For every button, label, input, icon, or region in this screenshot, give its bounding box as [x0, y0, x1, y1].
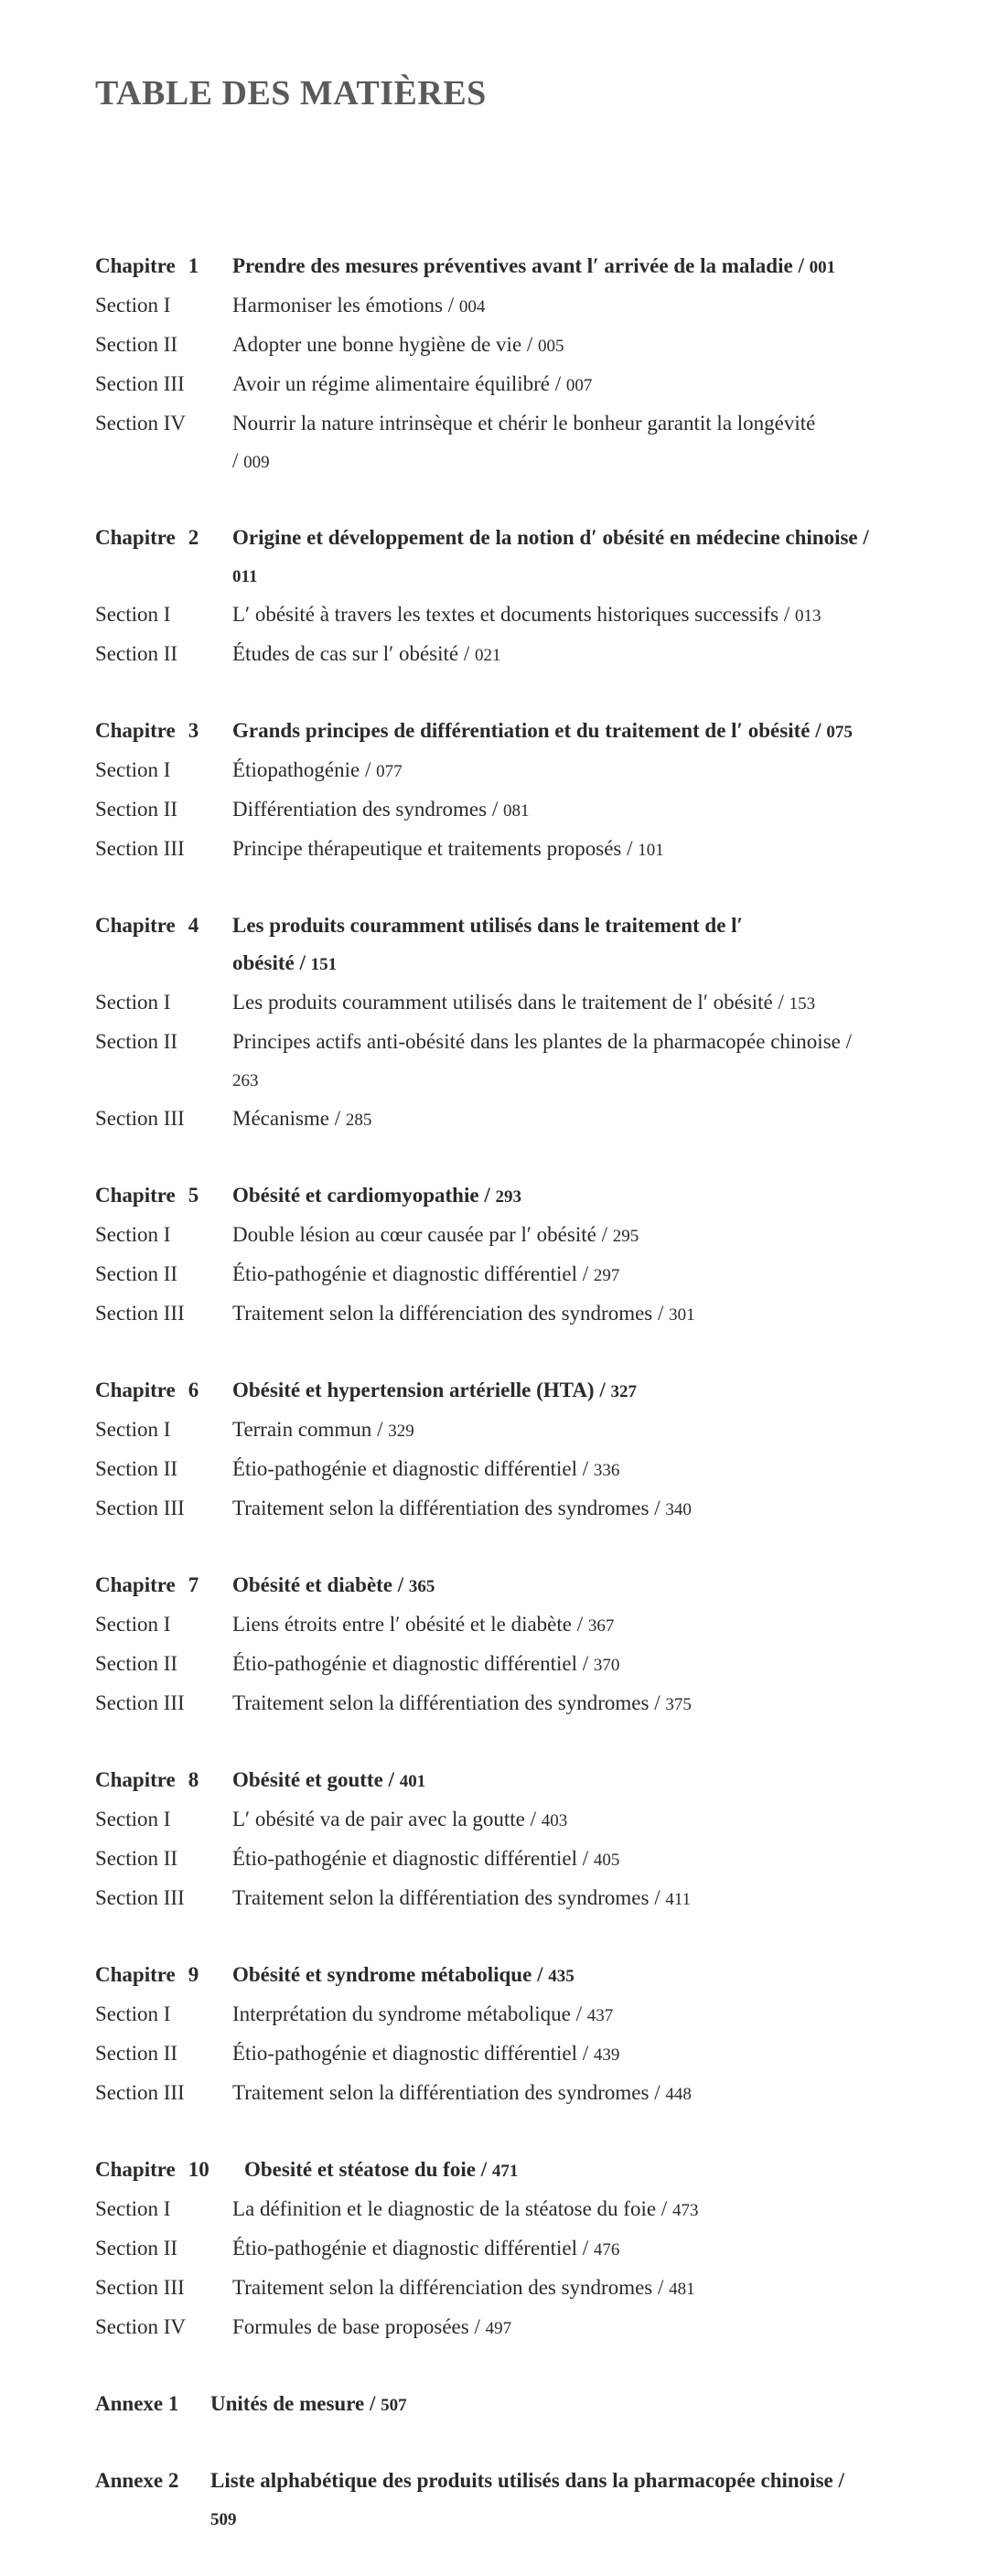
- chapter-title: Obésité et goutte: [232, 1768, 383, 1791]
- section-entry[interactable]: Section IV Nourrir la nature intrinsèque et chérir le bonheur garantit la longévité / 009: [95, 412, 816, 472]
- chapter-group: [95, 712, 955, 869]
- section-entry[interactable]: Section I Les produits couramment utilisés dans le traitement de l′ obésité / 153: [95, 991, 816, 1014]
- chapter-group: [95, 2151, 955, 2347]
- section-entry[interactable]: Section III Traitement selon la différenciation des syndromes / 481: [95, 2276, 695, 2299]
- chapter-entry[interactable]: Chapitre 2 Origine et développement de la notion d′ obésité en médecine chinoise / 011: [95, 526, 869, 586]
- annex-title: Liste alphabétique des produits utilisés dans la pharmacopée chinoise: [210, 2469, 833, 2492]
- page-number: 471: [491, 2162, 519, 2181]
- chapter-entry[interactable]: Chapitre 8 Obésité et goutte / 401: [95, 1768, 426, 1791]
- chapter-group: [95, 519, 955, 674]
- page-number: 509: [210, 2510, 237, 2529]
- chapter-title: Les produits couramment utilisés dans le traitement de l′ obésité: [232, 914, 744, 974]
- page-number: 293: [495, 1187, 521, 1207]
- section-entry[interactable]: Section I Étiopathogénie / 077: [95, 758, 403, 781]
- page-number: 001: [809, 258, 836, 277]
- annex-entry[interactable]: Annexe 2 Liste alphabétique des produits utilisés dans la pharmacopée chinoise / 509: [95, 2469, 844, 2529]
- section-entry[interactable]: Section II Études de cas sur l′ obésité / 021: [95, 642, 501, 665]
- section-entry[interactable]: Section III Avoir un régime alimentaire équilibré / 007: [95, 372, 593, 395]
- page-number: 327: [610, 1382, 637, 1401]
- chapter-entry[interactable]: Chapitre 4 Les produits couramment utilisés dans le traitement de l′ obésité / 151: [95, 914, 744, 974]
- section-entry[interactable]: Section II Étio-pathogénie et diagnostic différentiel / 439: [95, 2042, 620, 2065]
- chapter-title: Obésité et syndrome métabolique: [232, 1963, 532, 1986]
- page-number: 075: [826, 723, 853, 742]
- chapter-title: Obésité et cardiomyopathie: [232, 1184, 479, 1207]
- annex-group: [95, 2385, 955, 2424]
- chapter-title: Grands principes de différentiation et du traitement de l′ obésité: [232, 719, 811, 742]
- section-entry[interactable]: Section II Différentiation des syndromes / 081: [95, 798, 530, 821]
- chapter-entry[interactable]: Chapitre 1 Prendre des mesures préventives avant l′ arrivée de la maladie / 001: [95, 254, 836, 277]
- chapter-group: [95, 1371, 955, 1529]
- page-number: 365: [408, 1577, 435, 1596]
- section-entry[interactable]: Section I L′ obésité va de pair avec la goutte / 403: [95, 1808, 568, 1830]
- section-entry[interactable]: Section III Principe thérapeutique et traitements proposés / 101: [95, 837, 664, 860]
- annex-group: [95, 2462, 955, 2538]
- section-entry[interactable]: Section III Mécanisme / 285: [95, 1107, 372, 1130]
- table-of-contents: [95, 247, 955, 2576]
- section-entry[interactable]: Section III Traitement selon la différenciation des syndromes / 301: [95, 1302, 695, 1325]
- page-number: 507: [381, 2396, 407, 2415]
- section-entry[interactable]: Section II Étio-pathogénie et diagnostic différentiel / 370: [95, 1652, 620, 1675]
- section-entry[interactable]: Section II Adopter une bonne hygiène de vie / 005: [95, 333, 564, 356]
- chapter-group: [95, 247, 955, 481]
- annex-entry[interactable]: Annexe 1 Unités de mesure / 507: [95, 2392, 407, 2415]
- section-entry[interactable]: Section I Liens étroits entre l′ obésité et le diabète / 367: [95, 1613, 615, 1636]
- section-entry[interactable]: Section I Harmoniser les émotions / 004: [95, 294, 486, 317]
- chapter-title: Prendre des mesures préventives avant l′ arrivée de la maladie: [232, 254, 793, 277]
- chapter-title: Origine et développement de la notion d′ obésité en médecine chinoise: [232, 526, 858, 549]
- section-entry[interactable]: Section III Traitement selon la différentiation des syndromes / 448: [95, 2081, 692, 2104]
- section-entry[interactable]: Section I Interprétation du syndrome métabolique / 437: [95, 2002, 614, 2025]
- chapter-title: Obésité et hypertension artérielle (HTA): [232, 1379, 595, 1401]
- section-entry[interactable]: Section I Terrain commun / 329: [95, 1418, 414, 1441]
- section-entry[interactable]: Section II Étio-pathogénie et diagnostic différentiel / 336: [95, 1457, 620, 1480]
- chapter-group: [95, 1176, 955, 1334]
- section-entry[interactable]: Section I Double lésion au cœur causée par l′ obésité / 295: [95, 1223, 639, 1246]
- section-entry[interactable]: Section III Traitement selon la différentiation des syndromes / 340: [95, 1497, 692, 1519]
- page-number: 435: [548, 1967, 575, 1986]
- chapter-entry[interactable]: Chapitre 9 Obésité et syndrome métabolique / 435: [95, 1963, 575, 1986]
- chapter-group: [95, 1566, 955, 1723]
- section-entry[interactable]: Section II Étio-pathogénie et diagnostic différentiel / 297: [95, 1262, 620, 1285]
- chapter-entry[interactable]: Chapitre 7 Obésité et diabète / 365: [95, 1573, 435, 1596]
- chapter-group: [95, 1956, 955, 2113]
- page-title: TABLE DES MATIÈRES: [95, 74, 487, 113]
- section-entry[interactable]: Section I La définition et le diagnostic de la stéatose du foie / 473: [95, 2197, 699, 2220]
- chapter-entry[interactable]: Chapitre 5 Obésité et cardiomyopathie / 293: [95, 1184, 521, 1207]
- chapter-group: [95, 907, 955, 1139]
- chapter-title: Obésité et diabète: [232, 1573, 393, 1596]
- chapter-title: Obesité et stéatose du foie: [244, 2158, 476, 2181]
- section-entry[interactable]: Section III Traitement selon la différentiation des syndromes / 411: [95, 1886, 692, 1909]
- chapter-entry[interactable]: Chapitre 10 Obesité et stéatose du foie / 471: [95, 2158, 519, 2181]
- page-number: 011: [232, 567, 258, 586]
- section-entry[interactable]: Section II Étio-pathogénie et diagnostic différentiel / 405: [95, 1847, 620, 1870]
- section-entry[interactable]: Section I L′ obésité à travers les textes et documents historiques successifs / 013: [95, 603, 822, 626]
- page-number: 151: [310, 955, 338, 974]
- page-number: 401: [399, 1772, 426, 1791]
- section-entry[interactable]: Section IV Formules de base proposées / 497: [95, 2315, 512, 2338]
- section-entry[interactable]: Section II Étio-pathogénie et diagnostic différentiel / 476: [95, 2237, 620, 2259]
- chapter-group: [95, 1761, 955, 1918]
- section-entry[interactable]: Section III Traitement selon la différentiation des syndromes / 375: [95, 1691, 692, 1714]
- annex-title: Unités de mesure: [210, 2392, 365, 2415]
- chapter-entry[interactable]: Chapitre 6 Obésité et hypertension artérielle (HTA) / 327: [95, 1379, 637, 1401]
- section-entry[interactable]: Section II Principes actifs anti-obésité dans les plantes de la pharmacopée chinoise / 263: [95, 1030, 852, 1090]
- chapter-entry[interactable]: Chapitre 3 Grands principes de différentiation et du traitement de l′ obésité / 075: [95, 719, 853, 742]
